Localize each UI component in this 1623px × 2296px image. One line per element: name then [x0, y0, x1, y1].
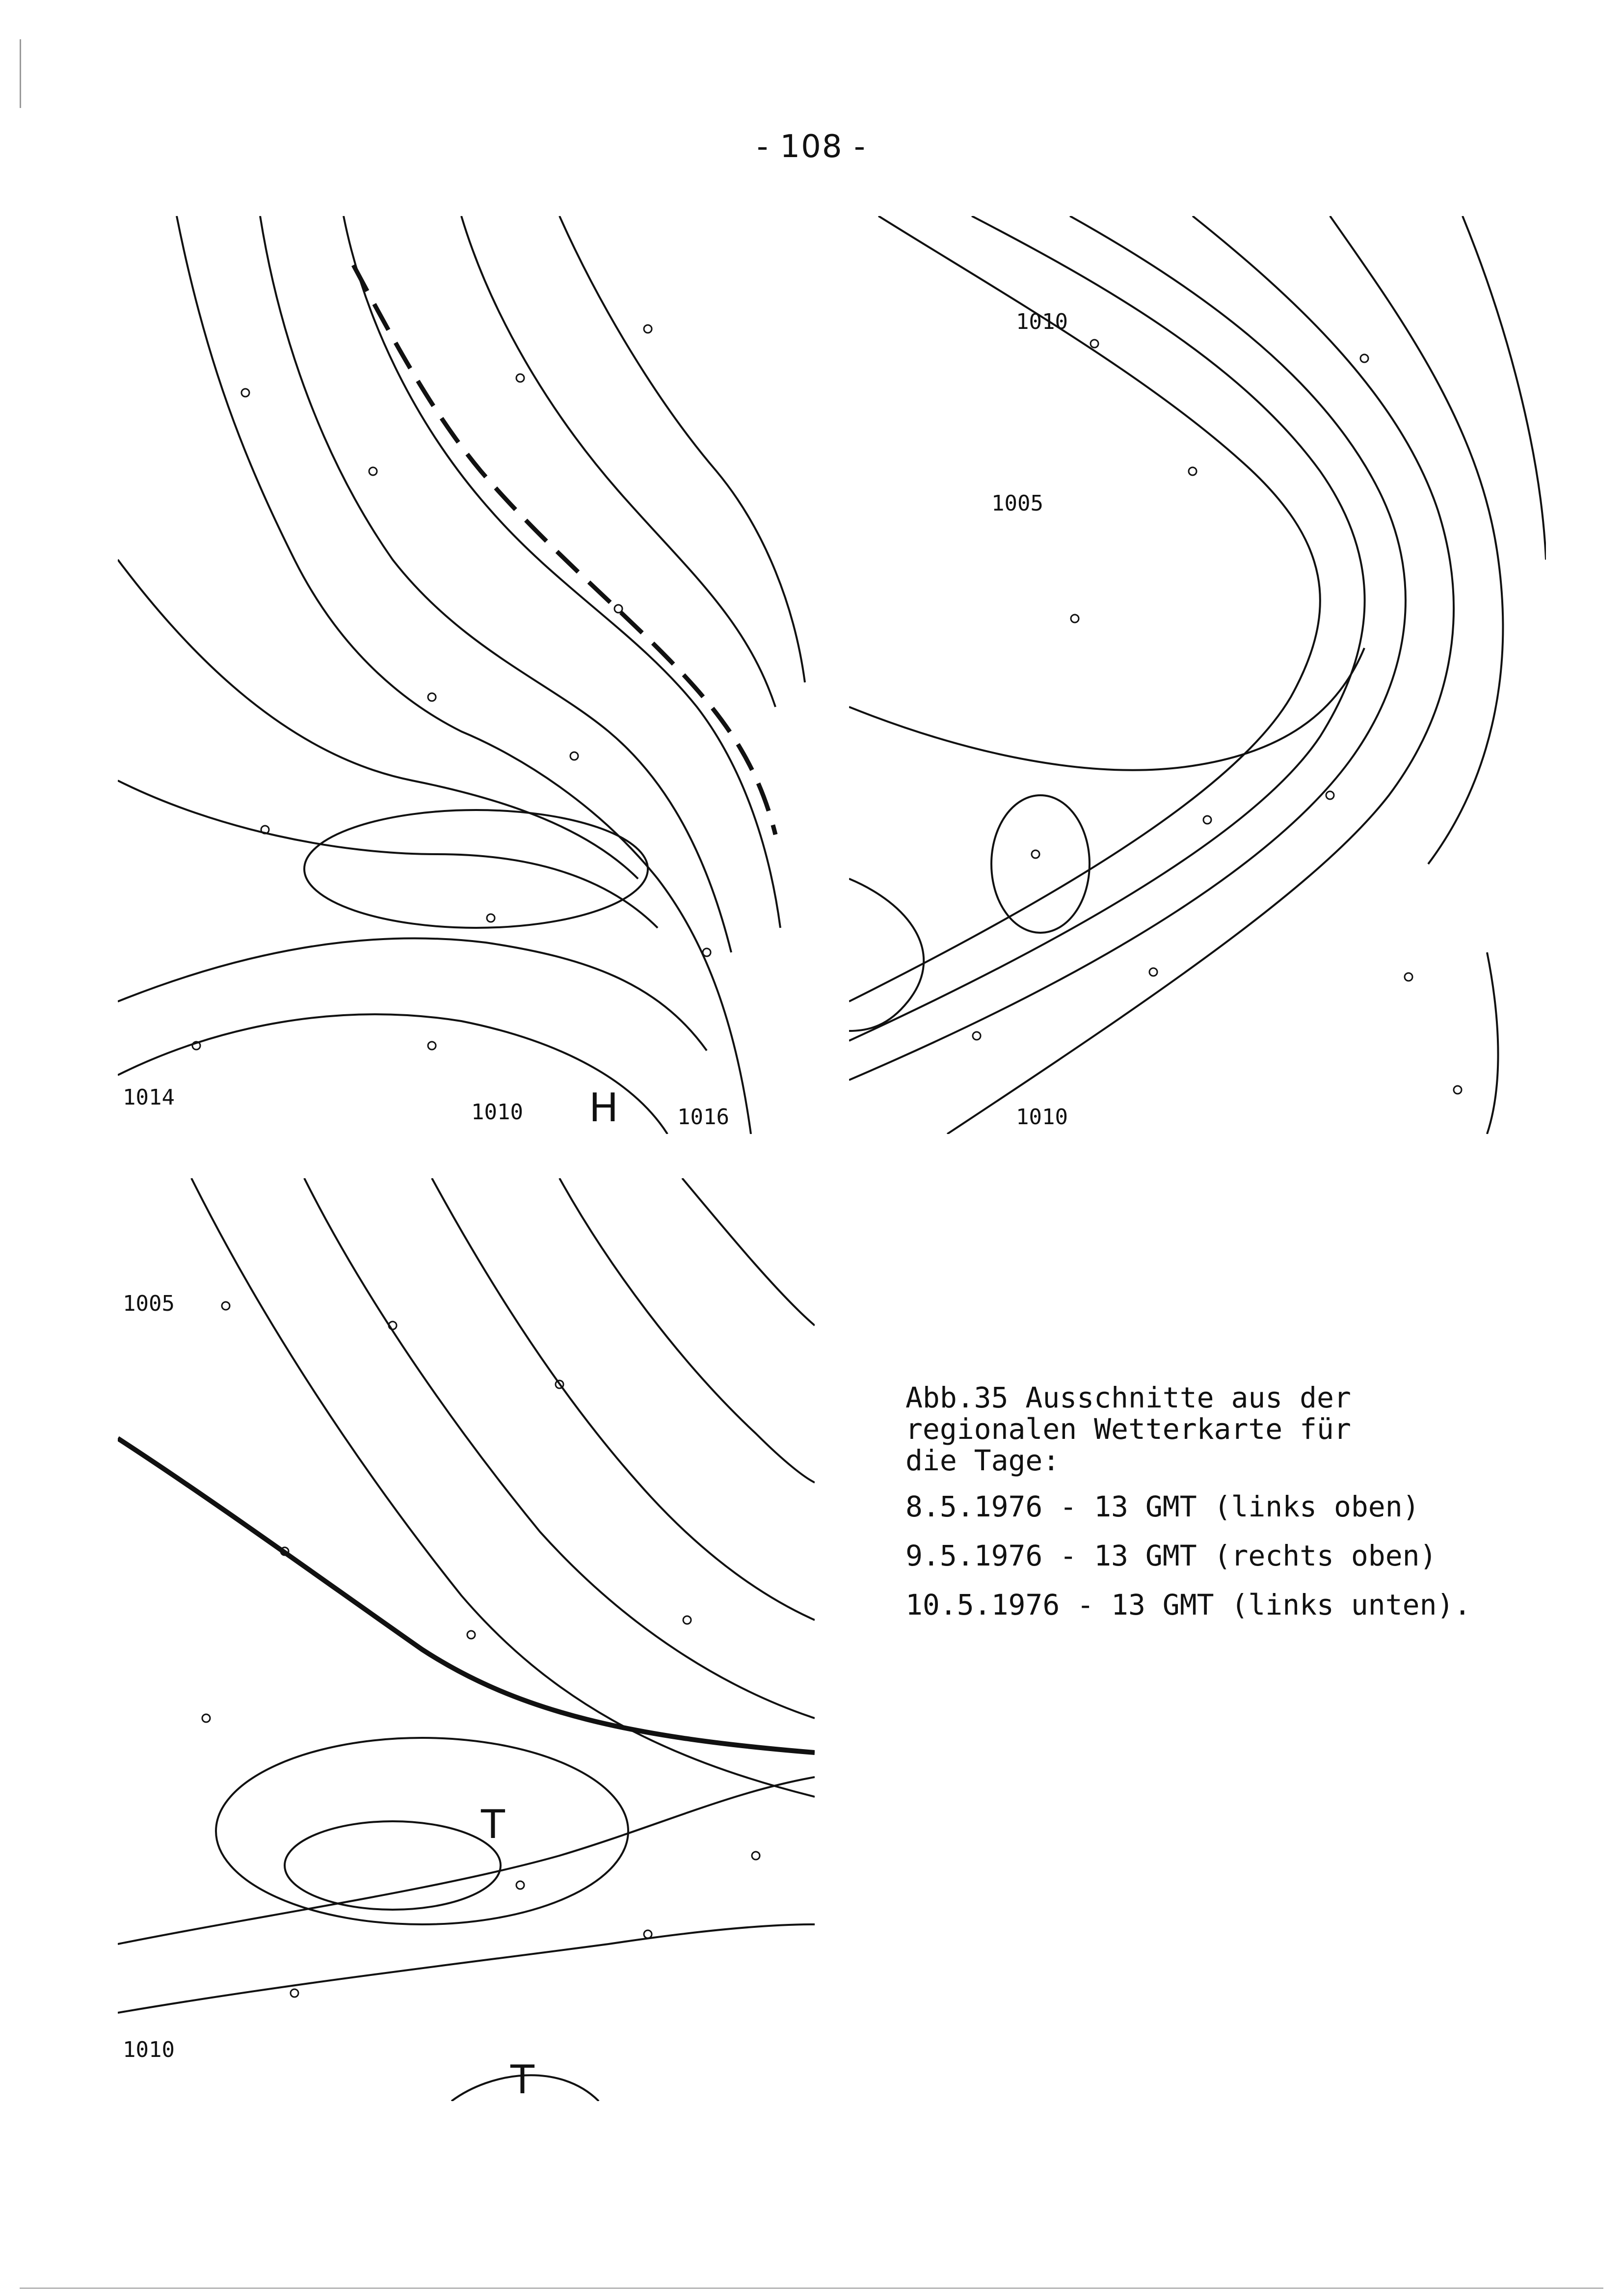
isobar: [849, 216, 1365, 1041]
weather-map-drawing: [849, 216, 1546, 1134]
isobar-label: 1010: [123, 2037, 175, 2062]
isobar-label: 1010: [1016, 1105, 1068, 1130]
caption-line-top-right: 9.5.1976 - 13 GMT (rechts oben): [905, 1539, 1437, 1572]
low-pressure-marker: T: [481, 1802, 505, 1847]
isobar: [1487, 952, 1498, 1134]
isobar: [461, 216, 775, 707]
isobar-label: 1014: [123, 1085, 175, 1110]
isobar-closed: [216, 1738, 628, 1924]
station-symbols: [973, 340, 1462, 1094]
scan-edge-mark: [20, 39, 21, 108]
isobar: [1463, 216, 1546, 560]
isobar: [118, 938, 707, 1051]
isobar: [849, 216, 1320, 1001]
caption-line-bottom-left: 10.5.1976 - 13 GMT (links unten).: [905, 1588, 1471, 1621]
isobar-closed: [285, 1821, 501, 1910]
isobar: [849, 216, 1406, 1080]
isobar: [118, 1014, 667, 1134]
scan-edge-mark: [20, 2288, 1603, 2289]
weather-map-8-5-1976: [118, 216, 815, 1134]
isobar-closed: [304, 810, 648, 928]
isobar: [559, 1178, 815, 1483]
weather-map-drawing: [118, 1178, 815, 2101]
isobar: [118, 560, 638, 879]
isobar: [849, 648, 1364, 770]
isobar: [344, 216, 780, 928]
figure-caption: [905, 1382, 1568, 1638]
weather-map-10-5-1976: [118, 1178, 815, 2101]
caption-title: Abb.35 Ausschnitte aus der regionalen Wetterkarte für die Tage:: [905, 1381, 1351, 1477]
isobar-label: 1010: [1016, 309, 1068, 334]
isobar: [118, 781, 658, 928]
front-line: [353, 265, 775, 835]
weather-map-9-5-1976: [849, 216, 1546, 1134]
page-number: - 108 -: [756, 129, 867, 165]
isobar-label: 1005: [123, 1291, 175, 1316]
isobar: [177, 216, 751, 1134]
isobar-label: 1010: [471, 1100, 523, 1125]
isobar: [432, 1178, 815, 1620]
isobar: [191, 1178, 815, 1797]
weather-map-drawing: [118, 216, 815, 1134]
caption-line-top-left: 8.5.1976 - 13 GMT (links oben): [905, 1490, 1420, 1523]
isobar: [118, 1924, 815, 2013]
low-pressure-marker: H: [589, 1085, 619, 1131]
isobar-label: 1005: [991, 491, 1043, 516]
isobar: [682, 1178, 815, 1325]
front-line: [118, 1438, 815, 1753]
isobar-closed: [991, 795, 1090, 933]
isobar-label: 1016: [677, 1105, 729, 1130]
low-pressure-marker: T: [510, 2057, 534, 2101]
isobar: [849, 879, 924, 1031]
isobar: [118, 1777, 815, 1944]
isobar: [559, 216, 805, 682]
isobar: [260, 216, 731, 952]
isobar: [304, 1178, 815, 1718]
